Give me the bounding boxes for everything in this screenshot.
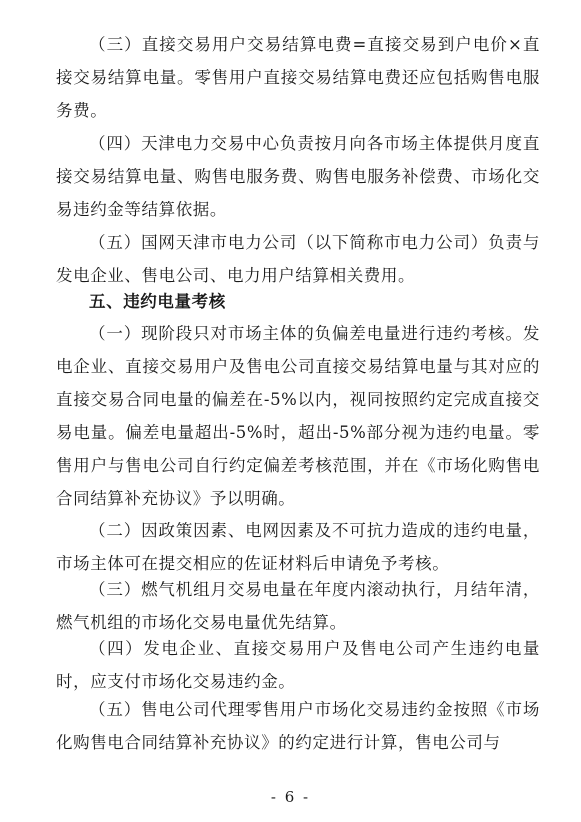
paragraph-deviation-assessment: （一）现阶段只对市场主体的负偏差电量进行违约考核。发电企业、直接交易用户及售电公司直接交易结算电量与其对应的直接交易合同电量的偏差在-5%以内，视同按照约定完成直接交易电量。偏差电量超出-5%时，超出-5%部分视为违约电量。零售用户与售电公司自行约定偏差考核范围，并在《市场化购售电合同结算补充协议》予以明确。 bbox=[56, 324, 540, 508]
paragraph-grid-company: （五）国网天津市电力公司（以下简称市电力公司）负责与发电企业、售电公司、电力用户结算相关费用。 bbox=[56, 233, 540, 285]
page-number: - 6 - bbox=[270, 788, 311, 806]
paragraph-monthly-basis: （四）天津电力交易中心负责按月向各市场主体提供月度直接交易结算电量、购售电服务费、购售电服务补偿费、市场化交易违约金等结算依据。 bbox=[56, 134, 540, 219]
paragraph-exemption: （二）因政策因素、电网因素及不可抗力造成的违约电量，市场主体可在提交相应的佐证材料后申请免予考核。 bbox=[56, 521, 540, 573]
paragraph-settlement-fee: （三）直接交易用户交易结算电费=直接交易到户电价×直接交易结算电量。零售用户直接交易结算电费还应包括购售电服务费。 bbox=[56, 35, 540, 120]
paragraph-gas-units: （三）燃气机组月交易电量在年度内滚动执行，月结年清，燃气机组的市场化交易电量优先结算。 bbox=[56, 580, 540, 632]
paragraph-penalty: （四）发电企业、直接交易用户及售电公司产生违约电量时，应支付市场化交易违约金。 bbox=[56, 639, 540, 691]
section-heading: 五、违约电量考核 bbox=[89, 292, 226, 311]
paragraph-retail-penalty: （五）售电公司代理零售用户市场化交易违约金按照《市场化购售电合同结算补充协议》的约定进行计算，售电公司与 bbox=[56, 700, 540, 752]
